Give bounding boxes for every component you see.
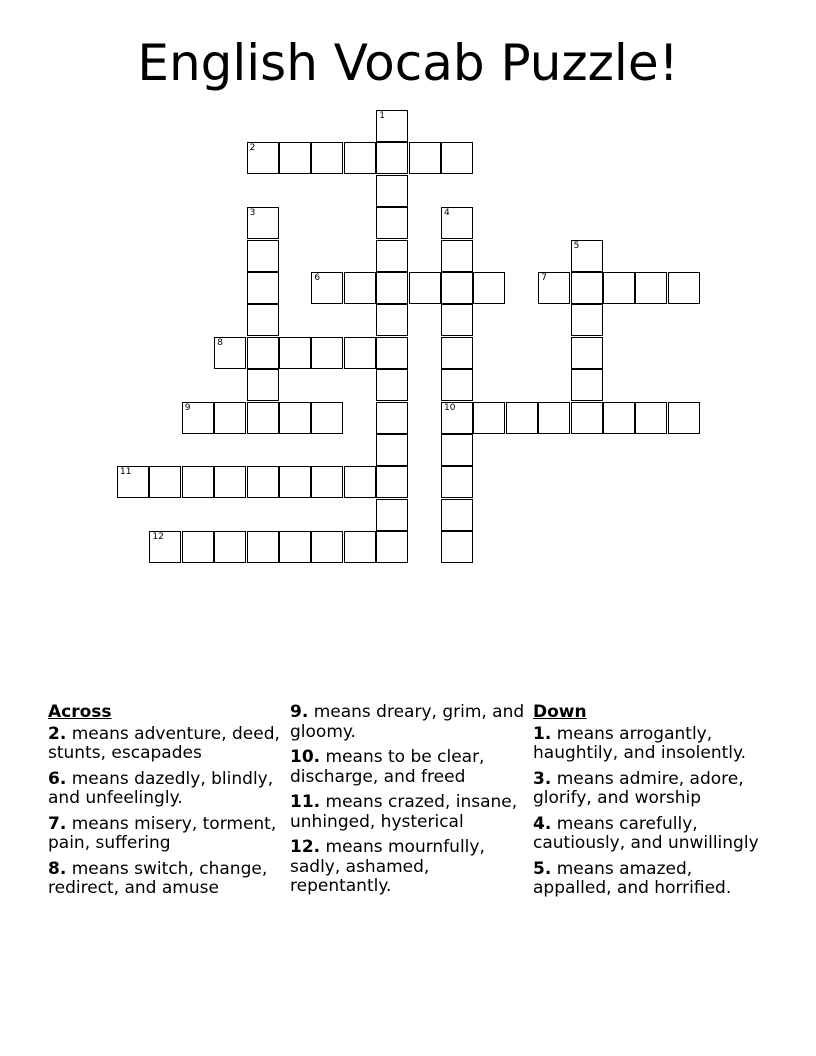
grid-cell[interactable] [506, 402, 538, 434]
grid-cell[interactable] [247, 337, 279, 369]
grid-cell[interactable] [635, 272, 667, 304]
grid-cell[interactable] [247, 272, 279, 304]
grid-cell[interactable] [279, 531, 311, 563]
grid-cell[interactable] [344, 531, 376, 563]
clue-number: 11 [120, 467, 132, 478]
across-clue [48, 860, 284, 899]
grid-cell[interactable] [182, 531, 214, 563]
grid-cell[interactable] [668, 402, 700, 434]
grid-cell[interactable] [409, 142, 441, 174]
clue-text: means switch, change, redirect, and amuse [48, 858, 268, 898]
clue-text: means admire, adore, glorify, and worship [533, 768, 744, 808]
clue-number: 9 [184, 402, 191, 413]
grid-cell[interactable] [376, 110, 408, 142]
grid-cell[interactable] [311, 142, 343, 174]
grid-cell[interactable] [538, 272, 570, 304]
grid-cell[interactable] [311, 531, 343, 563]
clue-text: means amazed, appalled, and horrified. [533, 858, 732, 898]
across-clue [290, 748, 526, 787]
clue-text: means misery, torment, pain, suffering [48, 813, 277, 853]
grid-cell[interactable] [441, 402, 473, 434]
grid-cell[interactable] [247, 207, 279, 239]
clue-number: 6. [48, 768, 67, 789]
grid-cell[interactable] [279, 142, 311, 174]
grid-cell[interactable] [247, 369, 279, 401]
clue-number: 7. [48, 813, 67, 834]
clue-number: 3 [249, 208, 256, 219]
grid-cell[interactable] [441, 499, 473, 531]
page-title: English Vocab Puzzle! [137, 34, 679, 92]
grid-cell[interactable] [571, 272, 603, 304]
clue-text: means dreary, grim, and gloomy. [290, 702, 525, 742]
grid-cell[interactable] [311, 337, 343, 369]
clue-text: means mournfully, sadly, ashamed, repentantly. [290, 837, 485, 896]
clue-number: 7 [541, 273, 547, 283]
across-clue [48, 815, 284, 854]
across-clue [290, 838, 526, 897]
grid-cell[interactable] [376, 531, 408, 563]
grid-cell[interactable] [344, 466, 376, 498]
grid-cell[interactable] [344, 337, 376, 369]
clue-number: 1. [533, 723, 552, 744]
grid-cell[interactable] [441, 466, 473, 498]
grid-cell[interactable] [441, 369, 473, 401]
grid-cell[interactable] [344, 142, 376, 174]
clue-number: 10. [290, 747, 321, 767]
grid-cell[interactable] [441, 337, 473, 369]
grid-cell[interactable] [247, 466, 279, 498]
grid-cell[interactable] [441, 207, 473, 239]
clue-number: 12 [152, 532, 164, 543]
grid-cell[interactable] [473, 272, 505, 304]
grid-cell[interactable] [214, 402, 246, 434]
grid-cell[interactable] [247, 304, 279, 336]
clue-number: 3. [533, 768, 552, 789]
clue-number: 12. [290, 837, 321, 857]
across-clue [290, 703, 526, 742]
grid-cell[interactable] [571, 337, 603, 369]
clue-text: means to be clear, discharge, and freed [290, 747, 485, 787]
grid-cell[interactable] [214, 466, 246, 498]
clue-number: 10 [444, 402, 456, 413]
grid-cell[interactable] [376, 207, 408, 239]
grid-cell[interactable] [376, 402, 408, 434]
grid-cell[interactable] [311, 402, 343, 434]
clue-text: means carefully, cautiously, and unwillingly [533, 813, 759, 853]
clue-number: 4 [444, 208, 450, 219]
grid-cell[interactable] [376, 337, 408, 369]
grid-cell[interactable] [311, 466, 343, 498]
grid-cell[interactable] [182, 466, 214, 498]
grid-cell[interactable] [441, 304, 473, 336]
grid-cell[interactable] [376, 434, 408, 466]
grid-cell[interactable] [279, 337, 311, 369]
clue-number: 8 [217, 337, 223, 348]
grid-cell[interactable] [117, 466, 149, 498]
grid-cell[interactable] [603, 272, 635, 304]
down-clue [533, 815, 769, 854]
grid-cell[interactable] [214, 337, 246, 369]
grid-cell[interactable] [149, 531, 181, 563]
clue-number: 11. [290, 792, 321, 812]
grid-cell[interactable] [571, 304, 603, 336]
grid-cell[interactable] [668, 272, 700, 304]
clues-column-1 [48, 703, 284, 905]
grid-cell[interactable] [279, 402, 311, 434]
clue-text: means adventure, deed, stunts, escapades [48, 723, 280, 763]
grid-cell[interactable] [441, 434, 473, 466]
grid-cell[interactable] [247, 531, 279, 563]
grid-cell[interactable] [376, 369, 408, 401]
clue-number: 5 [573, 240, 580, 251]
grid-cell[interactable] [376, 175, 408, 207]
grid-cell[interactable] [279, 466, 311, 498]
grid-cell[interactable] [376, 142, 408, 174]
across-clue [48, 725, 284, 764]
grid-cell[interactable] [376, 499, 408, 531]
down-heading: Down [533, 702, 587, 722]
grid-cell[interactable] [247, 402, 279, 434]
grid-cell[interactable] [409, 272, 441, 304]
grid-cell[interactable] [376, 272, 408, 304]
clue-number: 8. [48, 858, 67, 879]
grid-cell[interactable] [344, 272, 376, 304]
grid-cell[interactable] [441, 272, 473, 304]
grid-cell[interactable] [311, 272, 343, 304]
grid-cell[interactable] [571, 402, 603, 434]
grid-cell[interactable] [603, 402, 635, 434]
clue-text: means crazed, insane, unhinged, hysterical [290, 792, 518, 832]
across-clue [48, 770, 284, 809]
clue-number: 5. [533, 858, 552, 879]
clue-number: 9. [290, 702, 309, 722]
grid-cell[interactable] [376, 466, 408, 498]
clue-number: 1 [379, 111, 385, 121]
grid-cell[interactable] [376, 304, 408, 336]
down-clue [533, 860, 769, 899]
grid-cell[interactable] [247, 142, 279, 174]
clue-number: 4. [533, 813, 552, 834]
across-clue [290, 793, 526, 832]
clue-number: 6 [314, 273, 321, 283]
grid-cell[interactable] [247, 240, 279, 272]
across-heading: Across [48, 702, 112, 722]
grid-cell[interactable] [441, 142, 473, 174]
grid-cell[interactable] [635, 402, 667, 434]
down-clue [533, 725, 769, 764]
grid-cell[interactable] [441, 240, 473, 272]
grid-cell[interactable] [376, 240, 408, 272]
grid-cell[interactable] [571, 240, 603, 272]
clue-text: means arrogantly, haughtily, and insolently. [533, 723, 747, 763]
grid-cell[interactable] [182, 402, 214, 434]
grid-cell[interactable] [473, 402, 505, 434]
clues-column-2 [290, 703, 526, 903]
grid-cell[interactable] [149, 466, 181, 498]
grid-cell[interactable] [441, 531, 473, 563]
clue-number: 2. [48, 723, 67, 744]
grid-cell[interactable] [214, 531, 246, 563]
clue-number: 2 [249, 143, 256, 154]
clue-text: means dazedly, blindly, and unfeelingly. [48, 768, 274, 808]
grid-cell[interactable] [538, 402, 570, 434]
down-clue [533, 770, 769, 809]
clues-column-3 [533, 703, 769, 905]
grid-cell[interactable] [571, 369, 603, 401]
